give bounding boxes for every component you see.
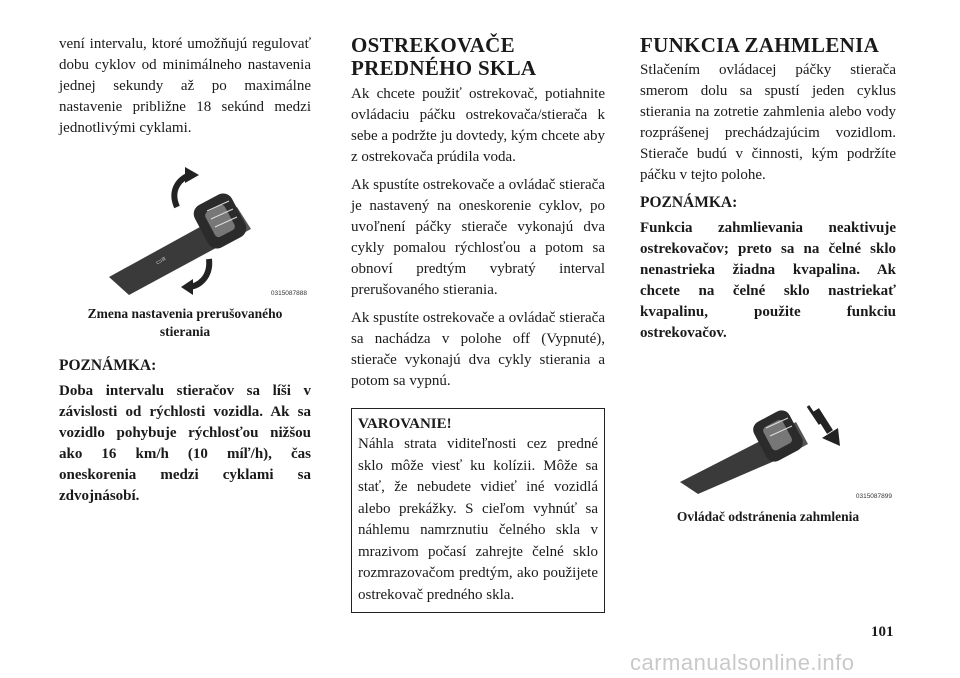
- mist-paragraph: Stlačením ovládacej páčky stierača smerom dolu sa spustí jeden cyklus stierania na zotretie zahmlenia alebo vody rozprášenej prechádzajúcim vozidlom. Stierače budú v činnosti, kým podržíte páčku v tejto polohe.: [640, 62, 896, 183]
- column-3: [640, 34, 896, 526]
- figure-code: 0315087899: [855, 493, 892, 500]
- intro-paragraph: vení intervalu, ktoré umožňujú regulovať dobu cyklov od minimálneho nastavenia jednej sekundy až po maximálne nastavenie približne 18 sekúnd medzi jednotlivými cyklami.: [59, 36, 311, 136]
- washers-paragraph-3: Ak spustíte ostrekovače a ovládač stierača sa nachádza v polohe off (Vypnuté), stierače vykonajú dva cykly stierania a potom sa vypnú.: [351, 310, 605, 389]
- page-number: 101: [871, 624, 894, 640]
- column-1: [59, 34, 311, 507]
- note-text: Doba intervalu stieračov sa líši v závislosti od rýchlosti vozidla. Ak sa vozidlo pohybuje rýchlosťou nižšou ako 16 km/h (10 míľ/h), čas oneskorenia medzi cyklami sa zdvojnásobí.: [59, 383, 311, 504]
- note-heading: POZNÁMKA:: [59, 357, 157, 374]
- warning-text: Náhla strata viditeľnosti cez predné sklo môže viesť ku kolízii. Môže sa stať, že nebudete vidieť iné vozidlá alebo prekážky. S cieľom vyhnúť sa náhlemu namrznutiu čelného skla v mrazivom počasí zahrejte čelné sklo rozmrazovačom predtým, ako použijete ostrekovač predného skla.: [358, 436, 598, 603]
- warning-box: [351, 408, 605, 613]
- figure-code: 0315087888: [270, 290, 307, 297]
- figure-interval-lever: [59, 167, 311, 299]
- note-heading: POZNÁMKA:: [640, 194, 738, 211]
- svg-text:▭≡: ▭≡: [154, 255, 168, 267]
- washers-paragraph-1: Ak chcete použiť ostrekovač, potiahnite ovládaciu páčku ostrekovača/stierača k sebe a podržte ju dovtedy, kým chcete aby z ostrekovača prúdila voda.: [351, 86, 605, 165]
- wiper-lever-push-illustration: [640, 402, 896, 494]
- washers-paragraph-2: Ak spustíte ostrekovače a ovládač stierača je nastavený na oneskorenie cyklov, po uvoľnení páčky stierače vykonajú dva cykly pomalou rýchlosťou a potom sa obnoví predtým vybratý interval prerušovaného stierania.: [351, 177, 605, 298]
- wiper-lever-rotate-illustration: [59, 167, 311, 299]
- note-text: Funkcia zahmlievania neaktivuje ostrekovačov; preto sa na čelné sklo nenastrieka žiadna kvapalina. Ak chcete na čelné sklo nastriekať kvapalinu, použite funkciu ostrekovačov.: [640, 220, 896, 341]
- warning-title: VAROVANIE!: [358, 416, 452, 432]
- watermark: carmanualsonline.info: [630, 650, 855, 675]
- column-2: [351, 34, 605, 613]
- figure-caption: Zmena nastavenia prerušovaného stierania: [87, 306, 283, 339]
- figure-mist-control: [640, 402, 896, 500]
- section-heading-washers: OSTREKOVAČE PREDNÉHO SKLA: [351, 33, 537, 80]
- section-heading-mist: FUNKCIA ZAHMLENIA: [640, 33, 880, 57]
- figure-caption: Ovládač odstránenia zahmlenia: [676, 509, 860, 524]
